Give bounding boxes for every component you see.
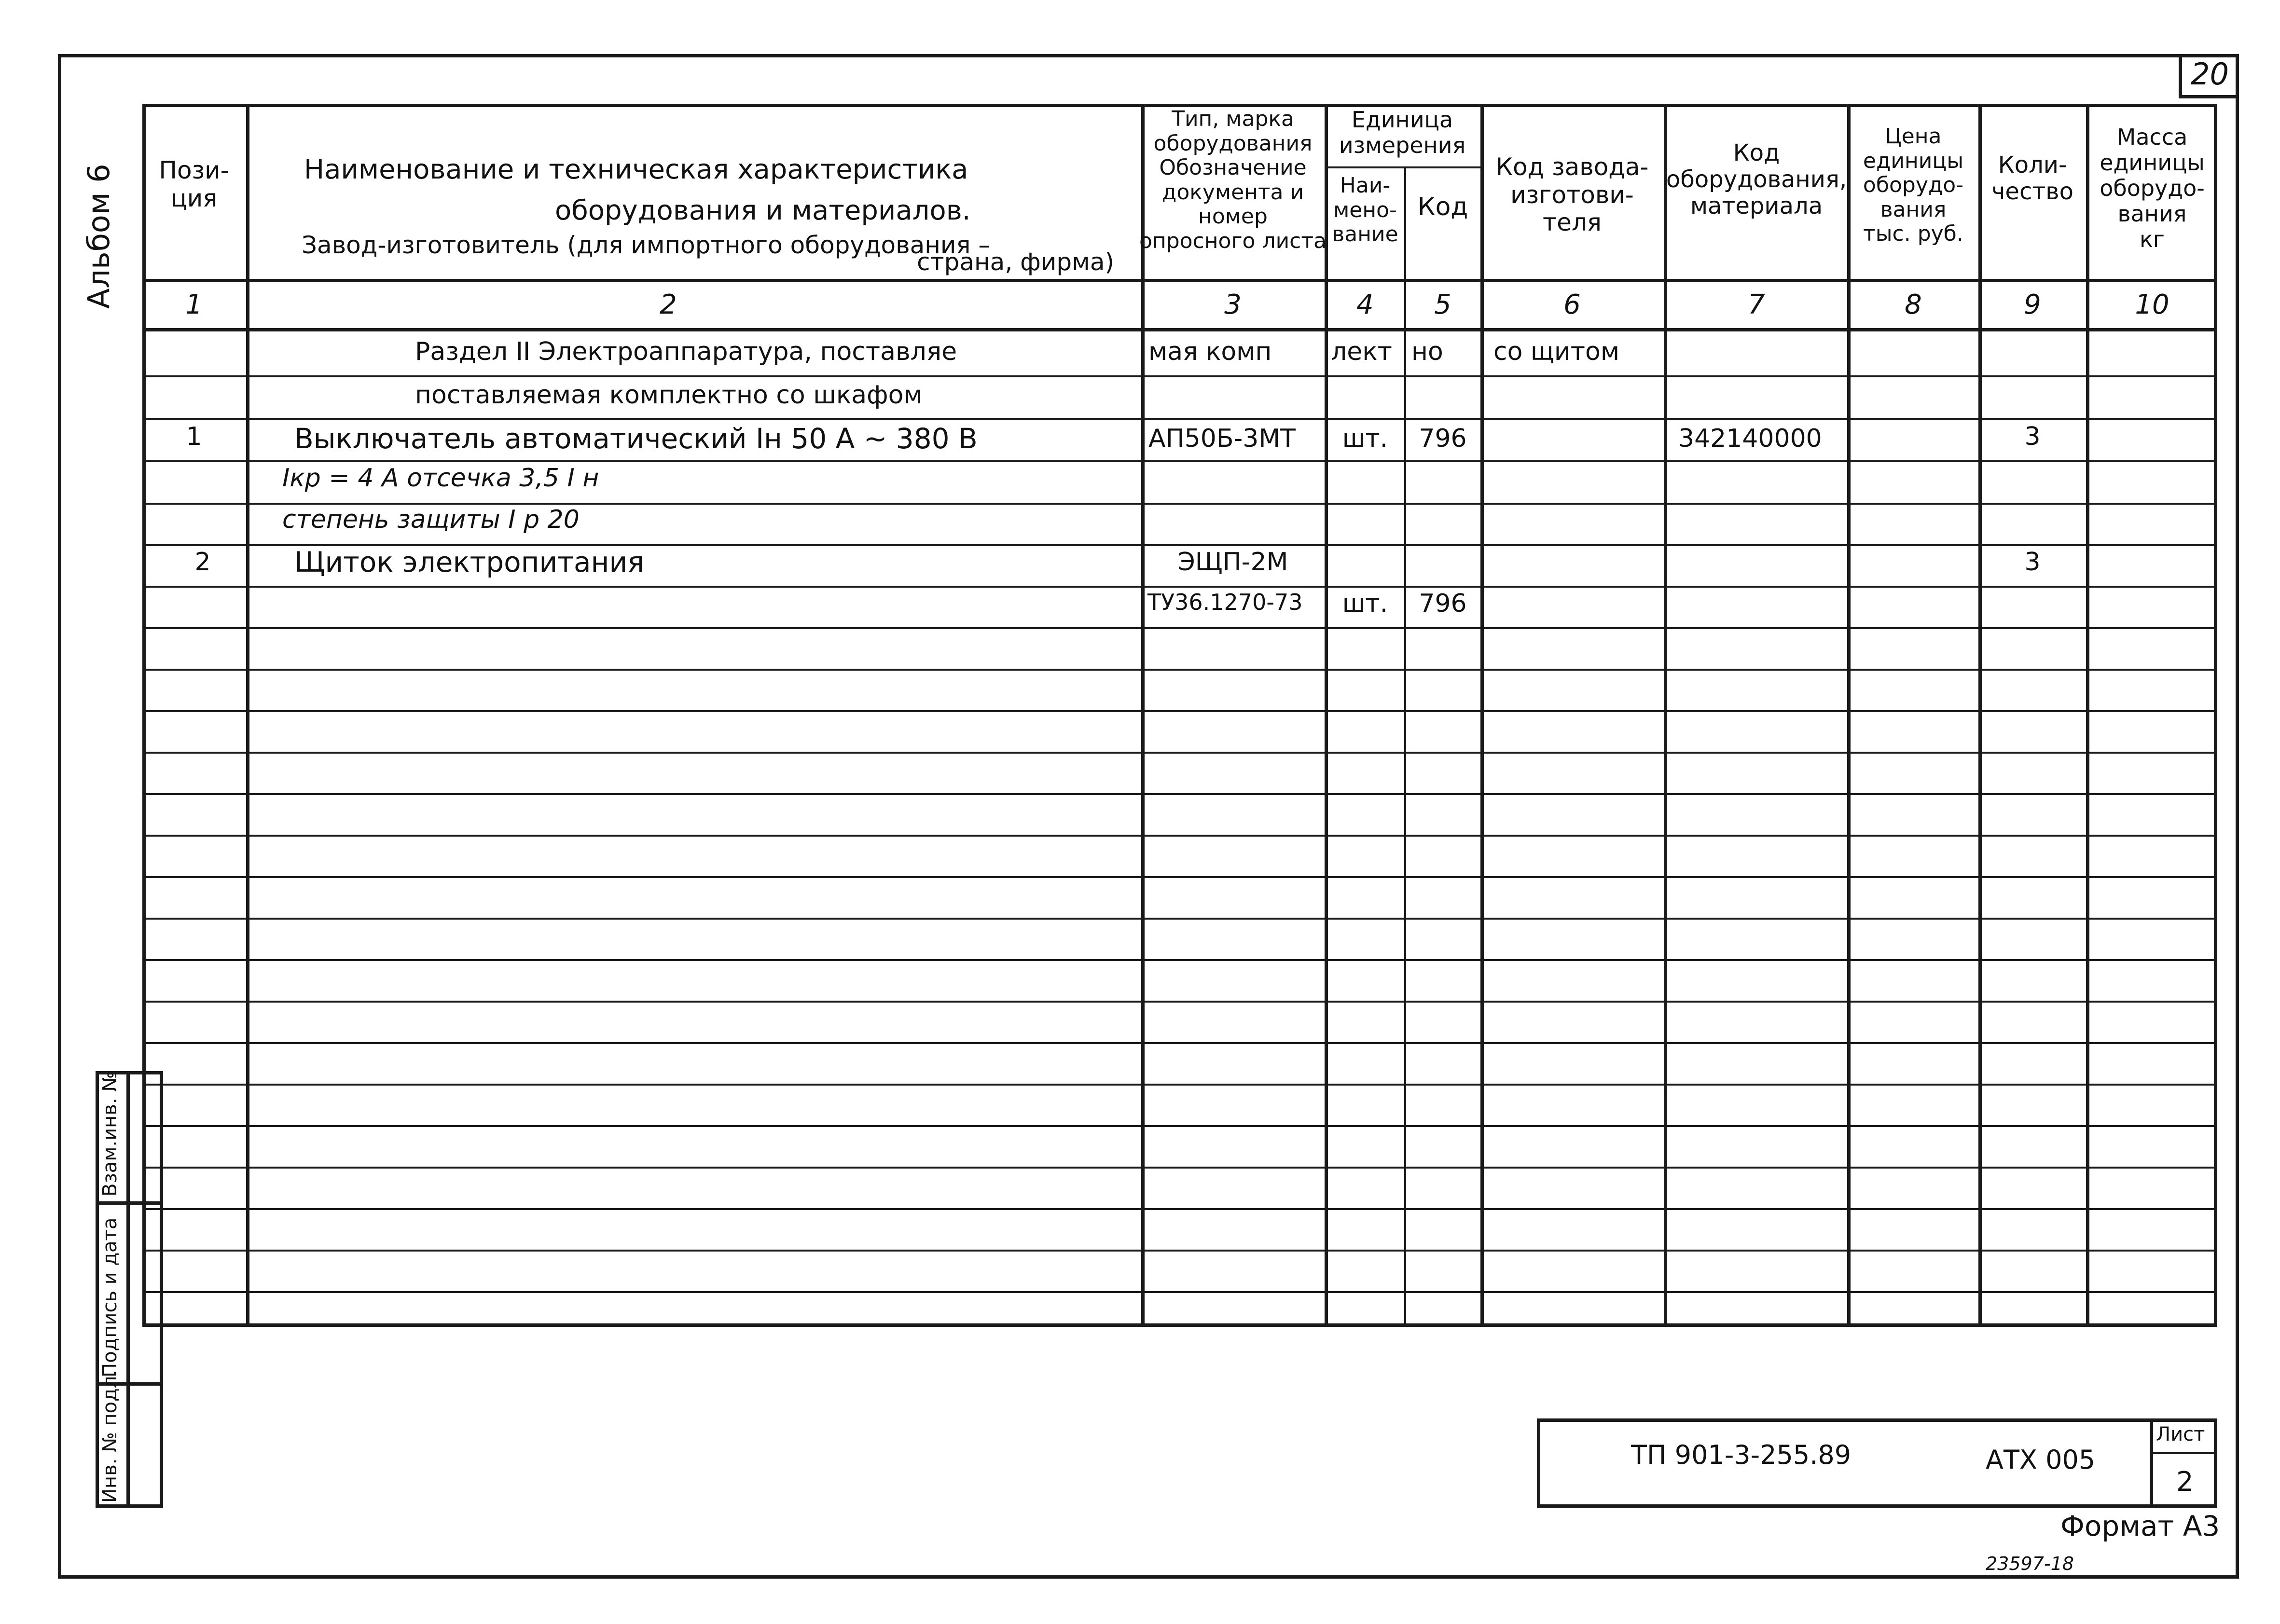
row-name: Раздел II Электроаппаратура, поставляе <box>415 337 957 366</box>
row-quantity: 3 <box>2024 422 2041 451</box>
row-line <box>142 1001 2217 1003</box>
column-number: 2 <box>660 289 677 320</box>
row-line <box>142 1125 2217 1127</box>
row-position: 1 <box>186 422 202 451</box>
document-code: ТП 901-3-255.89 <box>1631 1440 1852 1470</box>
stamp-label-inv: Инв. № подл. <box>99 1370 121 1503</box>
header-factory-code: Код завода- изготови- теля <box>1495 153 1649 236</box>
row-name: Щиток электропитания <box>294 546 645 578</box>
column-number: 3 <box>1224 289 1242 320</box>
row-unit: шт. <box>1342 589 1388 618</box>
row-code: но <box>1411 337 1443 366</box>
sheet-value: 2 <box>2176 1466 2194 1498</box>
format-label: Формат А3 <box>2060 1510 2220 1542</box>
row-quantity: 3 <box>2024 548 2041 577</box>
header-type: Тип, марка оборудования Обозначение документа и номер опросного листа <box>1139 107 1327 253</box>
row-line <box>142 418 2217 420</box>
unit-group-line <box>1325 166 1480 168</box>
document-mark: АТХ 005 <box>1986 1445 2096 1475</box>
header-name-2: оборудования и материалов. <box>555 195 971 226</box>
header-name: Наименование и техническая характеристика <box>304 154 968 185</box>
column-number: 7 <box>1748 289 1765 320</box>
row-position: 2 <box>194 548 211 577</box>
header-unit-name: Наи- мено- вание <box>1332 173 1398 247</box>
album-label: Альбом 6 <box>81 164 116 309</box>
row-line <box>142 1167 2217 1169</box>
column-number: 9 <box>2024 289 2041 320</box>
header-bottom-line <box>142 279 2217 282</box>
row-name: Iкр = 4 А отсечка 3,5 I н <box>282 464 599 493</box>
row-line <box>142 959 2217 961</box>
row-code: 796 <box>1419 424 1467 453</box>
column-number: 8 <box>1905 289 1922 320</box>
col-sep-2 <box>1141 104 1145 1327</box>
header-name-3: Завод-изготовитель (для импортного оборудования – <box>302 231 991 259</box>
row-type: ТУ36.1270-73 <box>1147 589 1303 615</box>
row-name: Выключатель автоматический Iн 50 А ~ 380 В <box>294 422 978 455</box>
sheet-number: 20 <box>2191 56 2229 92</box>
col-sep-1 <box>246 104 249 1327</box>
column-number: 10 <box>2135 289 2169 320</box>
column-number: 5 <box>1434 289 1451 320</box>
header-equipment-code: Код оборудования, материала <box>1666 139 1847 220</box>
row-equipment-code: 342140000 <box>1678 424 1822 453</box>
row-line <box>142 1042 2217 1044</box>
row-type: АП50Б-3МТ <box>1148 424 1296 453</box>
column-numbers-line <box>142 328 2217 331</box>
row-factory: со щитом <box>1493 337 1620 366</box>
header-unit-code: Код <box>1417 193 1468 221</box>
col-sep-7 <box>1847 104 1851 1327</box>
stamp-label-signature: Подпись и дата <box>99 1217 121 1377</box>
row-line <box>142 586 2217 588</box>
row-name: степень защиты I р 20 <box>282 505 580 534</box>
row-type: ЭЩП-2М <box>1177 548 1288 577</box>
column-number: 1 <box>185 289 203 320</box>
row-line <box>142 627 2217 629</box>
row-line <box>142 1250 2217 1252</box>
row-line <box>142 876 2217 878</box>
spec-table <box>142 104 2217 1327</box>
stamp-line <box>96 1201 163 1205</box>
col-sep-4 <box>1404 166 1406 1327</box>
row-line <box>142 710 2217 712</box>
row-line <box>142 1208 2217 1210</box>
row-line <box>142 503 2217 505</box>
col-sep-9 <box>2086 104 2089 1327</box>
col-sep-6 <box>1664 104 1667 1327</box>
row-line <box>142 460 2217 462</box>
stamp-divider <box>126 1071 130 1508</box>
row-line <box>142 752 2217 754</box>
footer-code: 23597-18 <box>1986 1553 2074 1574</box>
row-type: мая комп <box>1148 337 1272 366</box>
row-line <box>142 793 2217 795</box>
row-line <box>142 1084 2217 1086</box>
row-line <box>142 918 2217 920</box>
col-sep-5 <box>1480 104 1484 1327</box>
row-line <box>142 835 2217 837</box>
header-quantity: Коли- чество <box>1991 151 2073 206</box>
row-unit: лект <box>1331 337 1392 366</box>
row-code: 796 <box>1419 589 1467 618</box>
header-name-4: страна, фирма) <box>917 248 1114 276</box>
title-block-divider <box>2150 1418 2153 1508</box>
sheet-label: Лист <box>2156 1423 2205 1445</box>
col-sep-8 <box>1978 104 1982 1327</box>
row-line <box>142 1291 2217 1293</box>
column-number: 6 <box>1563 289 1581 320</box>
row-unit: шт. <box>1342 424 1388 453</box>
header-price: Цена единицы оборудо- вания тыс. руб. <box>1863 124 1964 247</box>
row-line <box>142 669 2217 671</box>
row-name: поставляемая комплектно со шкафом <box>415 381 923 410</box>
header-mass: Масса единицы оборудо- вания кг <box>2100 124 2205 252</box>
stamp-label-replace: Взам.инв. № <box>99 1072 121 1197</box>
row-line <box>142 375 2217 377</box>
header-position: Пози- ция <box>159 156 229 212</box>
col-sep-3 <box>1325 104 1328 1327</box>
header-unit-group: Единица измерения <box>1339 107 1466 158</box>
column-number: 4 <box>1356 289 1374 320</box>
title-block-sheet-line <box>2150 1452 2217 1454</box>
